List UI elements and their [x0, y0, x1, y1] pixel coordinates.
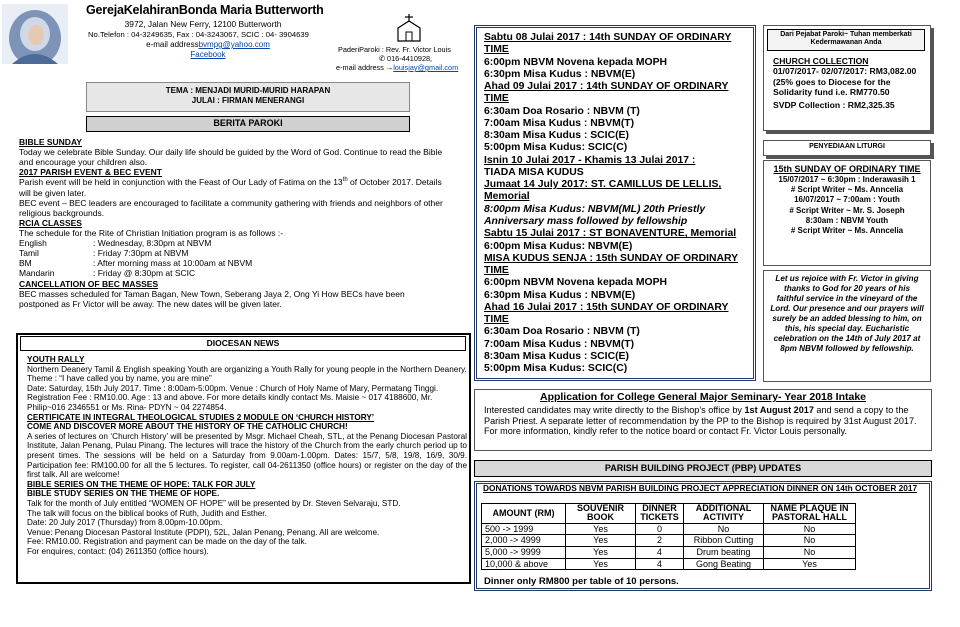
parish-event-text	[19, 177, 446, 197]
church-phone: No.Telefon : 04-3249635, Fax : 04-3243067, SCIC : 04- 3904639	[88, 30, 309, 39]
liturgy-title: 15th SUNDAY OF ORDINARY TIME	[773, 164, 921, 174]
hope-line: Date: 20 July 2017 (Thursday) from 8.00pm-10.00pm.	[27, 518, 223, 528]
cell-plaque: No	[764, 547, 856, 559]
church-address: 3972, Jalan New Ferry, 12100 Butterworth	[124, 19, 282, 29]
cell-activity: No	[684, 523, 764, 535]
mass-schedule-line: Jumaat 14 July 2017: ST. CAMILLUS DE LELLIS, Memorial	[484, 179, 722, 203]
priest-name: PaderiParoki : Rev. Fr. Victor Louis	[338, 45, 451, 54]
cancellation-title: CANCELLATION OF BEC MASSES	[19, 278, 159, 289]
cell-souvenir: Yes	[566, 547, 636, 559]
parish-event-title: 2017 PARISH EVENT & BEC EVENT	[19, 167, 162, 178]
liturgy-header: PENYEDIAAN LITURGI	[809, 143, 885, 150]
liturgy-line: # Script Writer ~ Ms. Anncelia	[790, 225, 904, 235]
seminary-title: Application for College General Major Seminary- Year 2018 Intake	[539, 391, 866, 403]
cell-plaque: No	[764, 535, 856, 547]
hope-line: Venue: Penang Diocesan Pastoral Institute (PDPI), 52L, Jalan Penang, Penang. All are welcome.	[27, 527, 380, 537]
rcia-row	[19, 248, 446, 258]
facebook-link[interactable]: Facebook	[190, 50, 226, 59]
cell-dinner: 2	[636, 535, 684, 547]
mass-schedule-line: MISA KUDUS SENJA : 15th SUNDAY OF ORDINARY TIME	[484, 252, 739, 277]
liturgy-line: 15/07/2017 ~ 6:30pm : Inderawasih 1	[778, 174, 916, 184]
diocesan-news-header: DIOCESAN NEWS	[20, 336, 466, 351]
rcia-time: : Friday 7:30pm at NBVM	[93, 248, 189, 259]
table-row	[482, 535, 856, 547]
mass-schedule-line: 6:30pm Misa Kudus : NBVM(E)	[484, 68, 636, 80]
rcia-lang: English	[19, 238, 47, 249]
cell-activity: Drum beating	[684, 547, 764, 559]
cancellation-text: BEC masses scheduled for Taman Bagan, New Town, Seberang Jaya 2, Ong Yi How BECs have been postponed as Fr Victor will be away. The new dates will be given later.	[19, 288, 405, 309]
collection-content	[773, 56, 925, 111]
mass-schedule-line: 6:30am Doa Rosario : NBVM (T)	[484, 105, 640, 117]
seminary-text	[484, 405, 928, 437]
mass-schedule-line: 8:30am Misa Kudus : SCIC(E)	[484, 350, 629, 362]
theme-line-2: JULAI : FIRMAN MENERANGI	[191, 95, 305, 105]
church-name: GerejaKelahiranBonda Maria Butterworth	[86, 3, 324, 17]
col-amount: AMOUNT (RM)	[482, 504, 566, 524]
mass-schedule-line: 6:00pm NBVM Novena kepada MOPH	[484, 56, 668, 68]
cell-amount: 2,000 -> 4999	[482, 535, 566, 547]
berita-content	[19, 137, 446, 309]
mass-schedule-line: 6:00pm Misa Kudus: NBVM(E)	[484, 240, 633, 252]
liturgy-line: # Script Writer ~ Mr. S. Joseph	[789, 205, 905, 215]
rcia-row	[19, 238, 446, 248]
svdp-collection: SVDP Collection : RM2,325.35	[773, 100, 895, 111]
cell-plaque: No	[764, 523, 856, 535]
mass-schedule-line: 8:30am Misa Kudus : SCIC(E)	[484, 130, 629, 142]
hope-line: The talk will focus on the biblical books of Ruth, Judith and Esther.	[27, 508, 267, 518]
mass-schedule-line: 5:00pm Misa Kudus: SCIC(C)	[484, 142, 628, 154]
theme-line-1: TEMA : MENJADI MURID-MURID HARAPAN	[165, 86, 331, 95]
hope-title: BIBLE SERIES ON THE THEME OF HOPE: TALK FOR JULY	[27, 479, 256, 489]
donation-table	[481, 503, 856, 570]
cert-text: A series of lectures on ‘Church History’ will be presented by Msgr. Michael Cheah, STL, at the Penang Diocesan Pastoral Institute, Jalan Penang, Pulau Pinang. The lectures will trace the history of the Church from the early church period up to present times. The sessions will be held on a Saturday from 9.00am-1.00pm. Dates: 15/7, 5/8, 19/8, 16/9, 30/9. Participation fee: RM100.00 for all the 5 lectures. To register, call 04-2611350 (office hours) or register on the day of the first talk. All are welcome!	[27, 431, 467, 480]
bible-sunday-title: BIBLE SUNDAY	[19, 137, 82, 147]
rcia-lang: Mandarin	[19, 268, 55, 279]
seminary-text-2: and send a copy to the Parish Priest. A separate letter of recommendation by the PP to the Bishop is required by 31st August 2017. For more information, kindly refer to the notice board or contact Fr. Victor Louis personally.	[484, 405, 917, 437]
church-icon	[394, 14, 424, 42]
mass-schedule-line: Ahad 16 Julai 2017 : 15th SUNDAY OF ORDINARY TIME	[484, 301, 729, 326]
priest-phone: ✆ 016-4410928,	[378, 54, 433, 63]
cell-souvenir: Yes	[566, 535, 636, 547]
collection-title: CHURCH COLLECTION	[773, 56, 869, 66]
priest-email-link[interactable]: louisjay@gmail.com	[393, 63, 459, 72]
cell-dinner: 0	[636, 523, 684, 535]
donation-table-wrap	[481, 503, 856, 570]
col-activity: ADDITIONAL ACTIVITY	[684, 504, 764, 524]
cell-activity: Gong Beating	[684, 558, 764, 570]
collection-line: 01/07/2017- 02/07/2017: RM3,082.00	[773, 66, 917, 77]
rcia-lang: BM	[19, 258, 32, 269]
mass-schedule-line: 6:30am Doa Rosario : NBVM (T)	[484, 326, 640, 338]
table-row	[482, 523, 856, 535]
mass-schedule-content	[484, 32, 748, 375]
hope-line: For enquires, contact: (04) 2611350 (office hours).	[27, 546, 209, 556]
event-text-1: Parish event will be held in conjunction with the Feast of Our Lady of Fatima on the 13	[19, 177, 343, 188]
liturgy-content	[765, 164, 929, 236]
berita-paroki-banner: BERITA PAROKI	[86, 116, 410, 132]
seminary-deadline: 1st August 2017	[744, 405, 814, 415]
facebook-link-wrap	[80, 50, 336, 60]
rcia-lang: Tamil	[19, 248, 39, 259]
seminary-text-1: Interested candidates may write directly to the Bishop’s office by	[484, 405, 745, 415]
mass-schedule-line: 7:00am Misa Kudus : NBVM(T)	[484, 338, 635, 350]
mary-image	[2, 4, 68, 64]
theme-box	[86, 82, 410, 112]
hope-line: Fee: RM10.00. Registration and payment can be made on the day of the talk.	[27, 537, 307, 547]
mass-schedule-line: Sabtu 15 Julai 2017 : ST BONAVENTURE, Memorial	[484, 228, 737, 240]
dinner-note: Dinner only RM800 per table of 10 persons.	[484, 576, 679, 587]
cell-souvenir: Yes	[566, 558, 636, 570]
cell-activity: Ribbon Cutting	[684, 535, 764, 547]
mass-schedule-line: Ahad 09 Julai 2017 : 14th SUNDAY OF ORDINARY TIME	[484, 81, 729, 105]
priest-email-label: e-mail address →	[336, 63, 394, 72]
rcia-time: : Wednesday, 8:30pm at NBVM	[93, 238, 212, 249]
mass-schedule-line: 6:30pm Misa Kudus : NBVM(E)	[484, 289, 636, 301]
diocesan-content	[27, 355, 467, 556]
bible-sunday-text: Today we celebrate Bible Sunday. Our daily life should be guided by the Word of God. Continue to read the Bible and encourage your children also.	[19, 147, 443, 168]
rcia-title: RCIA CLASSES	[19, 217, 82, 228]
cell-plaque: Yes	[764, 558, 856, 570]
col-souvenir: SOUVENIR BOOK	[566, 504, 636, 524]
event-text-2: of October 2017. Details will be given later.	[19, 177, 442, 198]
cell-souvenir: Yes	[566, 523, 636, 535]
mass-schedule-line: 6:00pm NBVM Novena kepada MOPH	[484, 277, 668, 289]
cell-amount: 10,000 & above	[482, 558, 566, 570]
hope-subtitle: BIBLE STUDY SERIES ON THE THEME OF HOPE.	[27, 489, 220, 499]
cell-amount: 5,000 -> 9999	[482, 547, 566, 559]
liturgy-line: 16/07/2017 ~ 7:00am : Youth	[794, 195, 900, 205]
pbp-header: PARISH BUILDING PROJECT (PBP) UPDATES	[474, 460, 932, 477]
mass-schedule-line: 5:00pm Misa Kudus: SCIC(C)	[484, 363, 628, 375]
mass-schedule-line: Sabtu 08 Julai 2017 : 14th SUNDAY OF ORDINARY TIME	[484, 32, 732, 56]
event-sup: th	[342, 177, 348, 184]
rcia-row	[19, 258, 446, 268]
liturgy-line: 8:30am : NBVM Youth	[805, 215, 889, 225]
mass-schedule-line: 7:00am Misa Kudus : NBVM(T)	[484, 117, 635, 129]
liturgy-line: # Script Writer ~ Ms. Anncelia	[790, 185, 904, 195]
cert-subtitle: COME AND DISCOVER MORE ABOUT THE HISTORY OF THE CATHOLIC CHURCH!	[27, 422, 348, 432]
hope-line: Talk for the month of July entitled “WOMEN OF HOPE” will be presented by Dr. Steven Selvaraju, STD.	[27, 498, 401, 508]
col-dinner: DINNER TICKETS	[636, 504, 684, 524]
rcia-time: : Friday @ 8:30pm at SCIC	[93, 268, 196, 279]
priest-email-line	[336, 64, 476, 73]
collection-line: (25% goes to Diocese for the Solidarity fund i.e. RM770.50	[773, 76, 891, 97]
col-plaque: NAME PLAQUE IN PASTORAL HALL	[764, 504, 856, 524]
cell-amount: 500 -> 1999	[482, 523, 566, 535]
rejoice-text: Let us rejoice with Fr. Victor in giving thanks to God for 20 years of his faithful service in the vineyard of the Lord. Our presence and our prayers will surely be an added blessing to him, on this, his special day. Eucharistic celebration on the 14th of July 2017 at 8pm NBVM followed by fellowship.	[770, 274, 924, 354]
email-label: e-mail address	[146, 40, 199, 49]
mass-schedule-line: 8:00pm Misa Kudus: NBVM(ML) 20th Priestly Anniversary mass followed by fellowship	[484, 203, 706, 227]
cell-dinner: 4	[636, 558, 684, 570]
table-row	[482, 547, 856, 559]
youth-rally-date: Date: Saturday, 15th July 2017. Time : 8:00am-5:00pm. Venue : Church of Holy Name of Mary, Permatang Tinggi. Registration Fee : RM10.00. Age : 13 and above. For more details kindly contact Ms. Maisie ~ 017 4188600, Mr. Philip~016 2346551 or Ms. Rina- PDYN ~ 04 2274854.	[27, 383, 439, 412]
cert-title: CERTIFICATE IN INTEGRAL THEOLOGICAL STUDIES 2 MODULE ON ‘CHURCH HISTORY’	[27, 412, 375, 422]
collection-header: Dari Pejabat Paroki~ Tuhan memberkati Kedermawanan Anda	[767, 29, 925, 51]
rcia-row	[19, 268, 446, 278]
church-email-link[interactable]: bvmpg@yahoo.com	[198, 40, 270, 49]
mass-schedule-line: Isnin 10 Julai 2017 - Khamis 13 Julai 2017 :	[484, 154, 696, 166]
bec-event-text: BEC event – BEC leaders are encouraged to facilitate a community gathering with friends and neighbors of other religious backgrounds.	[19, 197, 443, 218]
youth-rally-text: Northern Deanery Tamil & English speaking Youth are organizing a Youth Rally for young people in the Northern Deanery. Theme : “I have called you by name, you are mine”	[27, 364, 467, 384]
table-row	[482, 558, 856, 570]
mass-schedule-line: TIADA MISA KUDUS	[484, 166, 584, 178]
rcia-intro: The schedule for the Rite of Christian Initiation program is as follows :-	[19, 227, 284, 238]
youth-rally-title: YOUTH RALLY	[27, 355, 85, 364]
church-email-line	[80, 40, 336, 50]
cell-dinner: 4	[636, 547, 684, 559]
donation-title: DONATIONS TOWARDS NBVM PARISH BUILDING PROJECT APPRECIATION DINNER ON 14th OCTOBER 2017	[483, 483, 918, 493]
table-header-row	[482, 504, 856, 524]
rcia-time: : After morning mass at 10:00am at NBVM	[93, 258, 253, 269]
